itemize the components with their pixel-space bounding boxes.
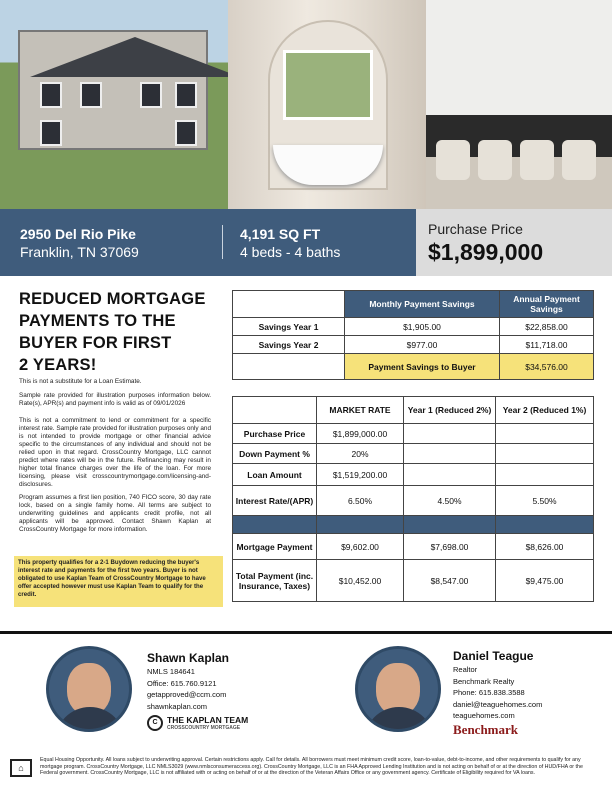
cell: $7,698.00 — [404, 534, 496, 560]
divider — [222, 225, 223, 259]
cell: $1,519,200.00 — [317, 464, 404, 486]
table-corner — [233, 397, 317, 424]
row-label: Down Payment % — [233, 444, 317, 464]
equal-housing-icon: ⌂ — [10, 759, 32, 777]
spacer-cell — [404, 516, 496, 534]
monthly-value: $977.00 — [345, 336, 500, 354]
website-link[interactable]: shawnkaplan.com — [147, 701, 208, 711]
benchmark-logo: Benchmark — [453, 722, 518, 737]
logo-text: THE KAPLAN TEAM — [167, 714, 249, 725]
cell: $1,899,000.00 — [317, 424, 404, 444]
cell — [404, 464, 496, 486]
section-divider — [0, 631, 612, 634]
agent-name: Daniel Teague — [453, 649, 534, 663]
headline-line: PAYMENTS TO THE — [19, 312, 176, 330]
avatar — [355, 646, 441, 732]
spacer-cell — [317, 516, 404, 534]
cell: 5.50% — [496, 486, 594, 516]
spacer-cell — [233, 516, 317, 534]
table-row — [233, 486, 594, 516]
purchase-price: $1,899,000 — [428, 239, 544, 265]
total-value: $34,576.00 — [500, 354, 594, 380]
table-row — [233, 534, 594, 560]
row-label: Interest Rate/(APR) — [233, 486, 317, 516]
cell: $8,547.00 — [404, 560, 496, 602]
disclaimer-loan-estimate: This is not a substitute for a Loan Estimate. — [19, 378, 142, 385]
col-annual-savings: Annual Payment Savings — [500, 291, 594, 318]
phone: Phone: 615.838.3588 — [453, 688, 525, 697]
table-corner — [233, 291, 345, 318]
row-label: Mortgage Payment — [233, 534, 317, 560]
headline — [19, 288, 219, 376]
col-year1: Year 1 (Reduced 2%) — [404, 397, 496, 424]
total-row — [233, 354, 594, 380]
headline-line: BUYER FOR FIRST — [19, 334, 172, 352]
headline-line: 2 YEARS! — [19, 356, 97, 374]
listing-banner — [0, 209, 612, 276]
cell: $9,475.00 — [496, 560, 594, 602]
logo-subtext: CROSSCOUNTRY MORTGAGE — [167, 724, 241, 731]
row-label: Loan Amount — [233, 464, 317, 486]
col-year2: Year 2 (Reduced 1%) — [496, 397, 594, 424]
price-box — [416, 209, 612, 276]
empty-cell — [233, 354, 345, 380]
cell: 6.50% — [317, 486, 404, 516]
office-phone: Office: 615.760.9121 — [147, 678, 217, 688]
headline-line: REDUCED MORTGAGE — [19, 290, 206, 308]
table-row — [233, 444, 594, 464]
city-state: Franklin, TN 37069 — [20, 244, 139, 260]
agent-name: Shawn Kaplan — [147, 651, 230, 665]
agent-company: Benchmark Realty — [453, 676, 515, 686]
house-exterior-photo — [0, 0, 228, 209]
row-label: Savings Year 1 — [233, 318, 345, 336]
savings-table — [232, 290, 594, 380]
realtor-contact — [453, 648, 542, 722]
row-label: Purchase Price — [233, 424, 317, 444]
cell: 20% — [317, 444, 404, 464]
cell: $10,452.00 — [317, 560, 404, 602]
table-row — [233, 560, 594, 602]
table-row — [233, 464, 594, 486]
agent-title: Realtor — [453, 665, 478, 674]
photo-strip — [0, 0, 612, 209]
footer-disclaimer: Equal Housing Opportunity. All loans subject to underwriting approval. Certain restrictions apply. Call for details. All borrowers must meet minimum credit score, loan-to-value, debt-to-income, and other requirements to qualify for any mortgage program. CrossCountry Mortgage, LLC NMLS3029 (www.nmlsconsumeraccess.org). CrossCountry Mortgage, LLC is an FHA Approved Lending Institution and is not acting on behalf of or at the direction of HUD/FHA or the Federal government. CrossCountry Mortgage, LLC is not affiliated with or acting on behalf of or at the direction of the Veteran Affairs Office or any government agency. Certificate of Eligibility required for VA loans. — [40, 757, 583, 777]
avatar — [46, 646, 132, 732]
kaplan-team-logo — [147, 715, 248, 731]
cell — [496, 464, 594, 486]
bathroom-photo — [228, 0, 426, 209]
disclaimer-sample-rate: Sample rate provided for illustration purposes information below. Rate(s), APR(s) and payment info is valid as of 09/01/2026 — [19, 392, 211, 407]
table-row — [233, 318, 594, 336]
buydown-note: This property qualifies for a 2-1 Buydown reducing the buyer's interest rate and payments for the first two years. Buyer is not obligated to use Kaplan Team of CrossCountry Mortgage to have offer accepted however must use Kaplan Team to qualify for the credit. — [14, 556, 223, 607]
website-link[interactable]: teaguehomes.com — [453, 711, 515, 720]
col-market-rate: MARKET RATE — [317, 397, 404, 424]
cell — [404, 444, 496, 464]
rate-table — [232, 396, 594, 602]
cell — [496, 444, 594, 464]
monthly-value: $1,905.00 — [345, 318, 500, 336]
cell — [496, 424, 594, 444]
cell: 4.50% — [404, 486, 496, 516]
disclaimer-program: Program assumes a first lien position, 740 FICO score, 30 day rate lock, based on a single family home. All terms are subject to underwriting guidelines and applicants credit profile, not all applicants will be approved. Contact Shawn Kaplan at CrossCountry Mortgage for more information. — [19, 494, 211, 533]
spacer-row — [233, 516, 594, 534]
col-monthly-savings: Monthly Payment Savings — [345, 291, 500, 318]
cell — [404, 424, 496, 444]
cell: $8,626.00 — [496, 534, 594, 560]
spacer-cell — [496, 516, 594, 534]
cell: $9,602.00 — [317, 534, 404, 560]
total-label: Payment Savings to Buyer — [345, 354, 500, 380]
nmls: NMLS 184641 — [147, 667, 195, 676]
street-address: 2950 Del Rio Pike — [20, 226, 136, 242]
disclaimer-commitment: This is not a commitment to lend or commitment for a specific interest rate. Sample rate provided for illustration purposes only and is not intended to provide mortgage or other financial advice specific to the circumstances of any individual and should not be relied upon in that regard. CrossCountry Mortgage, LLC cannot predict where rates will be in the future. Refinancing may result in higher total finance charges over the life of the loan. For more licensing, please visit crosscountrymortgage.com/licensing-and-disclosures. — [19, 417, 211, 488]
price-label: Purchase Price — [428, 221, 523, 237]
listing-info — [0, 209, 416, 276]
annual-value: $22,858.00 — [500, 318, 594, 336]
square-footage: 4,191 SQ FT — [240, 226, 321, 242]
email-link[interactable]: daniel@teaguehomes.com — [453, 699, 543, 709]
annual-value: $11,718.00 — [500, 336, 594, 354]
kitchen-photo — [426, 0, 612, 209]
loan-officer-contact — [147, 650, 229, 712]
ccm-logo-icon: C — [147, 715, 163, 731]
beds-baths: 4 beds - 4 baths — [240, 244, 341, 260]
row-label: Total Payment (inc. Insurance, Taxes) — [233, 560, 317, 602]
email-link[interactable]: getapproved@ccm.com — [147, 690, 227, 699]
row-label: Savings Year 2 — [233, 336, 345, 354]
table-row — [233, 424, 594, 444]
table-row — [233, 336, 594, 354]
